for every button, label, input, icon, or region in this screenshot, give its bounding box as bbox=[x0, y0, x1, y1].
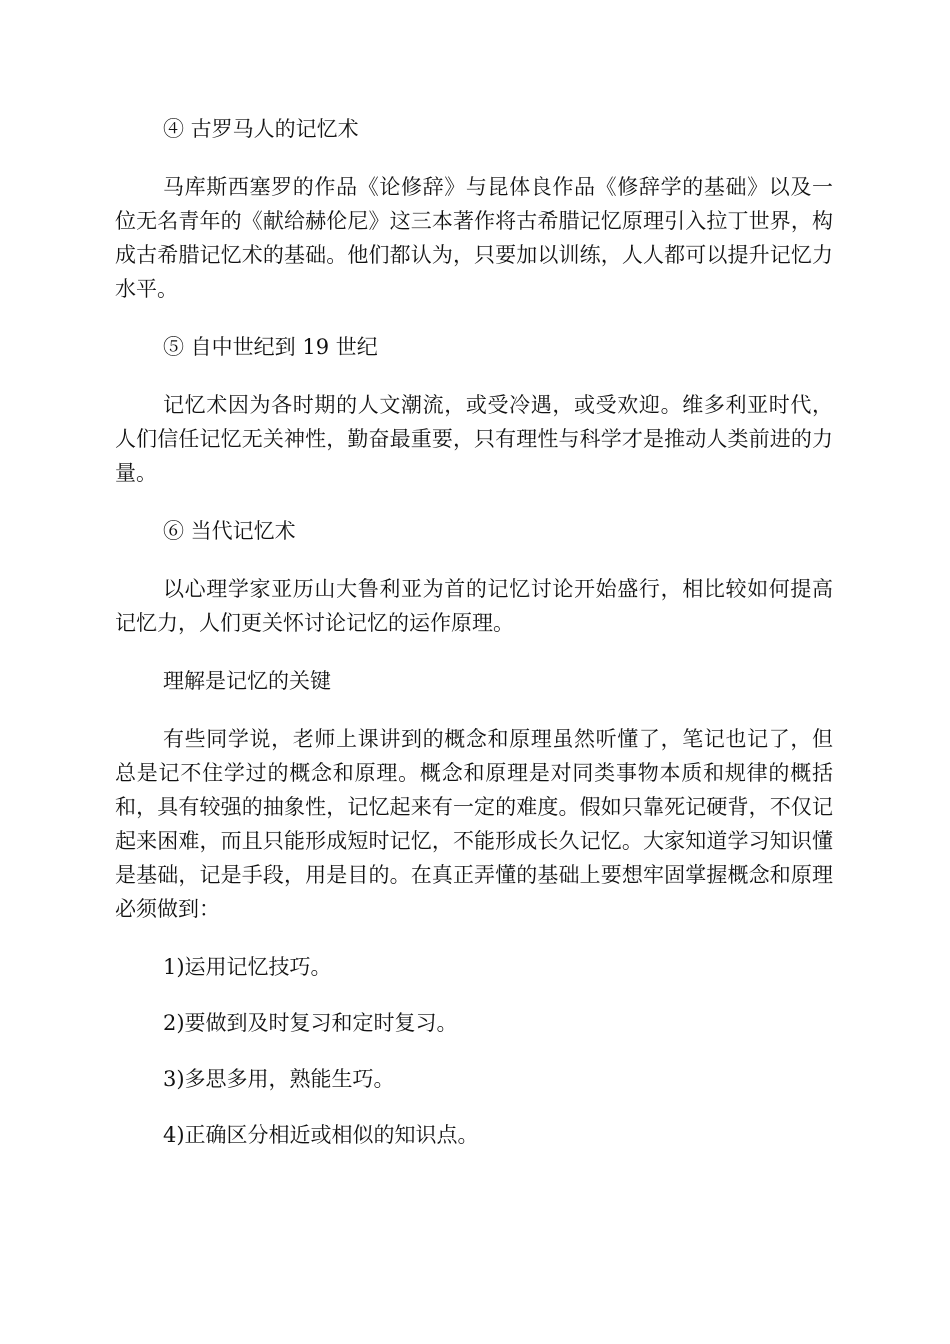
section-heading-ancient-rome: ④ 古罗马人的记忆术 bbox=[163, 117, 359, 141]
list-item: 2)要做到及时复习和定时复习。 bbox=[163, 1011, 458, 1035]
paragraph-ancient-rome: 马库斯西塞罗的作品《论修辞》与昆体良作品《修辞学的基础》以及一位无名青年的《献给赫伦尼》这三本著作将古希腊记忆原理引入拉丁世界，构成古希腊记忆术的基础。他们都认为，只要加以训练，人人都可以提升记忆力水平。 bbox=[115, 175, 833, 301]
paragraph-understanding: 有些同学说，老师上课讲到的概念和原理虽然听懂了，笔记也记了，但总是记不住学过的概念和原理。概念和原理是对同类事物本质和规律的概括和，具有较强的抽象性，记忆起来有一定的难度。假如只靠死记硬背，不仅记起来困难，而且只能形成短时记忆，不能形成长久记忆。大家知道学习知识懂是基础，记是手段，用是目的。在真正弄懂的基础上要想牢固掌握概念和原理必须做到： bbox=[115, 727, 833, 921]
list-item: 3)多思多用，熟能生巧。 bbox=[163, 1067, 395, 1091]
document-body bbox=[115, 112, 833, 1174]
list-item: 4)正确区分相近或相似的知识点。 bbox=[163, 1123, 479, 1147]
list-item: 1)运用记忆技巧。 bbox=[163, 955, 332, 979]
section-heading-middle-ages: ⑤ 自中世纪到 19 世纪 bbox=[163, 335, 378, 359]
section-heading-contemporary: ⑥ 当代记忆术 bbox=[163, 519, 296, 543]
paragraph-middle-ages: 记忆术因为各时期的人文潮流，或受冷遇，或受欢迎。维多利亚时代，人们信任记忆无关神性，勤奋最重要，只有理性与科学才是推动人类前进的力量。 bbox=[115, 393, 833, 485]
paragraph-contemporary: 以心理学家亚历山大鲁利亚为首的记忆讨论开始盛行，相比较如何提高记忆力，人们更关怀讨论记忆的运作原理。 bbox=[115, 577, 833, 635]
section-heading-understanding: 理解是记忆的关键 bbox=[163, 669, 331, 693]
